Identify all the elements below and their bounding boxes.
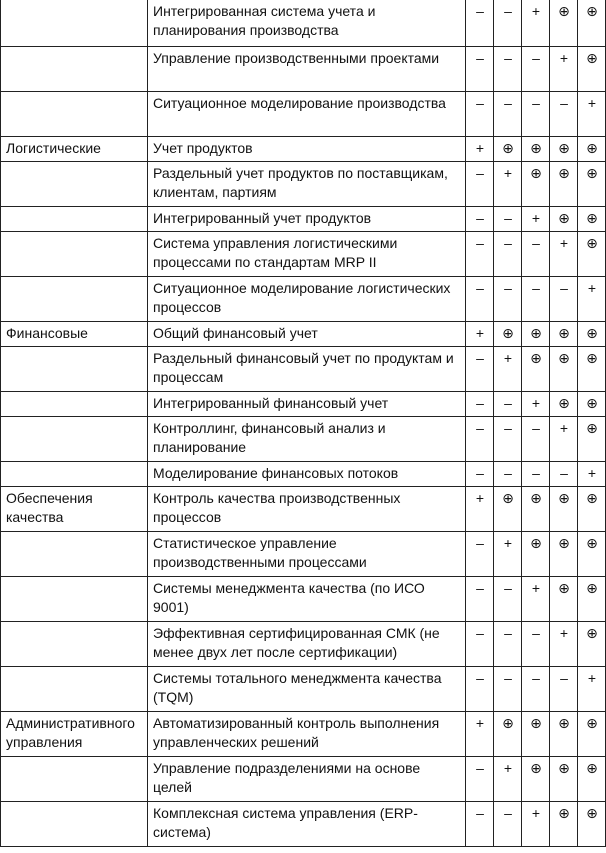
level-4-mark: ⊕ bbox=[550, 346, 578, 391]
level-5-mark: ⊕ bbox=[578, 621, 606, 666]
description-cell: Интегрированный финансовый учет bbox=[148, 391, 466, 416]
level-3-mark: – bbox=[522, 416, 550, 461]
category-cell bbox=[1, 231, 148, 276]
level-2-mark: – bbox=[494, 576, 522, 621]
level-3-mark: + bbox=[522, 391, 550, 416]
level-5-mark: ⊕ bbox=[578, 531, 606, 576]
level-4-mark: – bbox=[550, 666, 578, 711]
level-2-mark: ⊕ bbox=[494, 711, 522, 756]
level-1-mark: – bbox=[466, 756, 494, 801]
level-2-mark: – bbox=[494, 801, 522, 846]
description-cell: Управление производственными проектами bbox=[148, 46, 466, 91]
table-row bbox=[1, 801, 606, 846]
category-cell bbox=[1, 576, 148, 621]
level-1-mark: – bbox=[466, 666, 494, 711]
table-row bbox=[1, 391, 606, 416]
table-row bbox=[1, 666, 606, 711]
level-1-mark: + bbox=[466, 711, 494, 756]
level-3-mark: + bbox=[522, 0, 550, 46]
level-2-mark: – bbox=[494, 461, 522, 486]
level-4-mark: – bbox=[550, 461, 578, 486]
table-row bbox=[1, 276, 606, 321]
category-cell bbox=[1, 461, 148, 486]
level-2-mark: – bbox=[494, 206, 522, 231]
level-4-mark: ⊕ bbox=[550, 756, 578, 801]
level-1-mark: + bbox=[466, 321, 494, 346]
description-cell: Система управления логистическими процессами по стандартам MRP II bbox=[148, 231, 466, 276]
table-row bbox=[1, 756, 606, 801]
description-cell: Раздельный учет продуктов по поставщикам, клиентам, партиям bbox=[148, 161, 466, 206]
level-5-mark: ⊕ bbox=[578, 46, 606, 91]
description-cell: Автоматизированный контроль выполнения управленческих решений bbox=[148, 711, 466, 756]
level-2-mark: – bbox=[494, 621, 522, 666]
description-cell: Интегрированная система учета и планирования производства bbox=[148, 0, 466, 46]
level-4-mark: ⊕ bbox=[550, 486, 578, 531]
level-1-mark: – bbox=[466, 0, 494, 46]
level-5-mark: ⊕ bbox=[578, 391, 606, 416]
level-4-mark: ⊕ bbox=[550, 161, 578, 206]
level-5-mark: ⊕ bbox=[578, 346, 606, 391]
level-5-mark: ⊕ bbox=[578, 0, 606, 46]
description-cell: Системы тотального менеджмента качества (TQM) bbox=[148, 666, 466, 711]
level-5-mark: ⊕ bbox=[578, 486, 606, 531]
level-1-mark: – bbox=[466, 276, 494, 321]
level-1-mark: – bbox=[466, 576, 494, 621]
level-2-mark: ⊕ bbox=[494, 321, 522, 346]
level-4-mark: + bbox=[550, 416, 578, 461]
level-3-mark: – bbox=[522, 46, 550, 91]
description-cell: Ситуационное моделирование логистических процессов bbox=[148, 276, 466, 321]
level-5-mark: ⊕ bbox=[578, 416, 606, 461]
level-2-mark: ⊕ bbox=[494, 136, 522, 161]
table-row bbox=[1, 136, 606, 161]
level-4-mark: ⊕ bbox=[550, 711, 578, 756]
level-3-mark: ⊕ bbox=[522, 756, 550, 801]
level-5-mark: ⊕ bbox=[578, 711, 606, 756]
level-2-mark: + bbox=[494, 161, 522, 206]
description-cell: Контроль качества производственных процессов bbox=[148, 486, 466, 531]
table-row bbox=[1, 321, 606, 346]
level-1-mark: – bbox=[466, 161, 494, 206]
level-5-mark: ⊕ bbox=[578, 231, 606, 276]
level-1-mark: + bbox=[466, 136, 494, 161]
level-5-mark: ⊕ bbox=[578, 756, 606, 801]
level-2-mark: – bbox=[494, 46, 522, 91]
table-row bbox=[1, 711, 606, 756]
description-cell: Статистическое управление производственными процессами bbox=[148, 531, 466, 576]
level-3-mark: – bbox=[522, 621, 550, 666]
level-4-mark: + bbox=[550, 46, 578, 91]
level-3-mark: ⊕ bbox=[522, 321, 550, 346]
description-cell: Системы менеджмента качества (по ИСО 9001) bbox=[148, 576, 466, 621]
level-3-mark: + bbox=[522, 576, 550, 621]
level-5-mark: ⊕ bbox=[578, 321, 606, 346]
level-1-mark: – bbox=[466, 461, 494, 486]
description-cell: Управление подразделениями на основе целей bbox=[148, 756, 466, 801]
description-cell: Интегрированный учет продуктов bbox=[148, 206, 466, 231]
level-3-mark: ⊕ bbox=[522, 161, 550, 206]
description-cell: Общий финансовый учет bbox=[148, 321, 466, 346]
level-1-mark: – bbox=[466, 91, 494, 136]
level-5-mark: + bbox=[578, 91, 606, 136]
category-cell bbox=[1, 46, 148, 91]
level-1-mark: + bbox=[466, 486, 494, 531]
level-1-mark: – bbox=[466, 621, 494, 666]
level-2-mark: ⊕ bbox=[494, 486, 522, 531]
category-cell bbox=[1, 0, 148, 46]
category-cell bbox=[1, 391, 148, 416]
level-3-mark: + bbox=[522, 206, 550, 231]
level-4-mark: ⊕ bbox=[550, 391, 578, 416]
category-cell bbox=[1, 416, 148, 461]
level-3-mark: ⊕ bbox=[522, 711, 550, 756]
category-cell bbox=[1, 276, 148, 321]
level-3-mark: ⊕ bbox=[522, 136, 550, 161]
category-cell bbox=[1, 666, 148, 711]
level-4-mark: ⊕ bbox=[550, 0, 578, 46]
table-row bbox=[1, 91, 606, 136]
level-3-mark: ⊕ bbox=[522, 346, 550, 391]
level-1-mark: – bbox=[466, 531, 494, 576]
table-body bbox=[1, 0, 606, 846]
level-1-mark: – bbox=[466, 801, 494, 846]
table-row bbox=[1, 161, 606, 206]
level-3-mark: – bbox=[522, 231, 550, 276]
description-cell: Моделирование финансовых потоков bbox=[148, 461, 466, 486]
description-cell: Контроллинг, финансовый анализ и планирование bbox=[148, 416, 466, 461]
category-cell bbox=[1, 756, 148, 801]
category-cell: Обеспечения качества bbox=[1, 486, 148, 531]
level-3-mark: – bbox=[522, 91, 550, 136]
level-3-mark: ⊕ bbox=[522, 486, 550, 531]
level-4-mark: ⊕ bbox=[550, 206, 578, 231]
table-row bbox=[1, 486, 606, 531]
category-cell bbox=[1, 531, 148, 576]
level-2-mark: – bbox=[494, 91, 522, 136]
level-4-mark: + bbox=[550, 621, 578, 666]
table-row bbox=[1, 621, 606, 666]
level-1-mark: – bbox=[466, 391, 494, 416]
level-4-mark: – bbox=[550, 91, 578, 136]
level-3-mark: + bbox=[522, 801, 550, 846]
table-row bbox=[1, 416, 606, 461]
level-2-mark: – bbox=[494, 276, 522, 321]
category-cell: Логистические bbox=[1, 136, 148, 161]
table-row bbox=[1, 206, 606, 231]
category-cell bbox=[1, 91, 148, 136]
category-cell bbox=[1, 206, 148, 231]
table-row bbox=[1, 346, 606, 391]
level-4-mark: ⊕ bbox=[550, 136, 578, 161]
category-cell bbox=[1, 801, 148, 846]
table-row bbox=[1, 46, 606, 91]
level-4-mark: – bbox=[550, 276, 578, 321]
level-1-mark: – bbox=[466, 346, 494, 391]
level-5-mark: + bbox=[578, 666, 606, 711]
level-3-mark: – bbox=[522, 461, 550, 486]
table-row bbox=[1, 0, 606, 46]
level-1-mark: – bbox=[466, 416, 494, 461]
level-3-mark: ⊕ bbox=[522, 531, 550, 576]
description-cell: Комплексная система управления (ERP-система) bbox=[148, 801, 466, 846]
level-2-mark: – bbox=[494, 0, 522, 46]
level-5-mark: ⊕ bbox=[578, 136, 606, 161]
table-row bbox=[1, 576, 606, 621]
level-1-mark: – bbox=[466, 206, 494, 231]
category-cell bbox=[1, 621, 148, 666]
description-cell: Учет продуктов bbox=[148, 136, 466, 161]
level-4-mark: ⊕ bbox=[550, 576, 578, 621]
table-row bbox=[1, 461, 606, 486]
level-3-mark: – bbox=[522, 276, 550, 321]
description-cell: Эффективная сертифицированная СМК (не менее двух лет после сертификации) bbox=[148, 621, 466, 666]
level-1-mark: – bbox=[466, 46, 494, 91]
level-2-mark: – bbox=[494, 391, 522, 416]
level-1-mark: – bbox=[466, 231, 494, 276]
category-cell bbox=[1, 161, 148, 206]
level-3-mark: – bbox=[522, 666, 550, 711]
level-5-mark: ⊕ bbox=[578, 801, 606, 846]
category-cell: Административного управления bbox=[1, 711, 148, 756]
level-5-mark: ⊕ bbox=[578, 161, 606, 206]
level-2-mark: – bbox=[494, 416, 522, 461]
level-5-mark: + bbox=[578, 461, 606, 486]
table-row bbox=[1, 231, 606, 276]
level-2-mark: + bbox=[494, 346, 522, 391]
category-cell bbox=[1, 346, 148, 391]
level-4-mark: ⊕ bbox=[550, 321, 578, 346]
level-4-mark: ⊕ bbox=[550, 531, 578, 576]
level-2-mark: – bbox=[494, 666, 522, 711]
description-cell: Ситуационное моделирование производства bbox=[148, 91, 466, 136]
level-2-mark: – bbox=[494, 231, 522, 276]
level-5-mark: + bbox=[578, 276, 606, 321]
description-cell: Раздельный финансовый учет по продуктам и процессам bbox=[148, 346, 466, 391]
table-row bbox=[1, 531, 606, 576]
level-5-mark: ⊕ bbox=[578, 206, 606, 231]
level-4-mark: + bbox=[550, 231, 578, 276]
level-4-mark: ⊕ bbox=[550, 801, 578, 846]
level-2-mark: + bbox=[494, 756, 522, 801]
level-5-mark: ⊕ bbox=[578, 576, 606, 621]
category-cell: Финансовые bbox=[1, 321, 148, 346]
level-2-mark: + bbox=[494, 531, 522, 576]
